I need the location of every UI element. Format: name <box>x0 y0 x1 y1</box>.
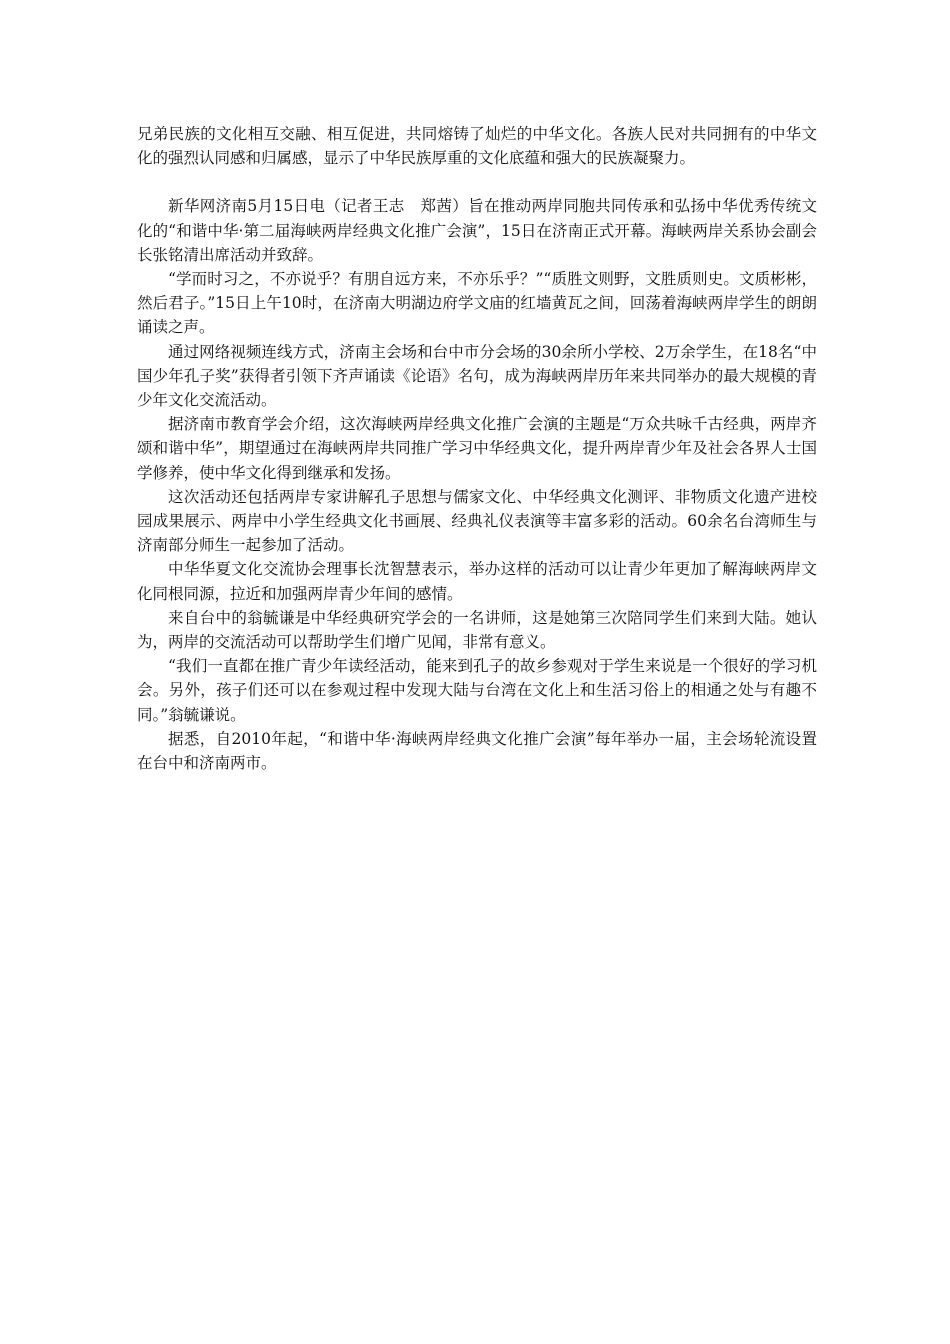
paragraph-gap <box>137 170 817 194</box>
paragraph-3: 通过网络视频连线方式，济南主会场和台中市分会场的30余所小学校、2万余学生，在18名“中国少年孔子奖”获得者引领下齐声诵读《论语》名句，成为海峡两岸历年来共同举办的最大规模的青少年文化交流活动。 <box>137 342 817 410</box>
paragraph-7: 来自台中的翁毓谦是中华经典研究学会的一名讲师，这是她第三次陪同学生们来到大陆。她认为，两岸的交流活动可以帮助学生们增广见闻，非常有意义。 <box>137 608 817 652</box>
paragraph-5: 这次活动还包括两岸专家讲解孔子思想与儒家文化、中华经典文化测评、非物质文化遗产进校园成果展示、两岸中小学生经典文化书画展、经典礼仪表演等丰富多彩的活动。60余名台湾师生与济南部分师生一起参加了活动。 <box>137 487 817 555</box>
paragraph-2: “学而时习之，不亦说乎？有朋自远方来，不亦乐乎？”“质胜文则野，文胜质则史。文质彬彬，然后君子。”15日上午10时，在济南大明湖边府学文庙的红墙黄瓦之间，回荡着海峡两岸学生的朗朗诵读之声。 <box>137 270 817 337</box>
document-page <box>137 122 817 775</box>
intro-paragraph: 兄弟民族的文化相互交融、相互促进，共同熔铸了灿烂的中华文化。各族人民对共同拥有的中华文化的强烈认同感和归属感，显示了中华民族厚重的文化底蕴和强大的民族凝聚力。 <box>137 125 817 168</box>
paragraph-4: 据济南市教育学会介绍，这次海峡两岸经典文化推广会演的主题是“万众共咏千古经典，两岸齐颂和谐中华”，期望通过在海峡两岸共同推广学习中华经典文化，提升两岸青少年及社会各界人士国学修养，使中华文化得到继承和发扬。 <box>137 415 817 482</box>
paragraph-9: 据悉，自2010年起，“和谐中华·海峡两岸经典文化推广会演”每年举办一届，主会场轮流设置在台中和济南两市。 <box>137 729 817 773</box>
paragraph-1: 新华网济南5月15日电（记者王志 郑茜）旨在推动两岸同胞共同传承和弘扬中华优秀传统文化的“和谐中华·第二届海峡两岸经典文化推广会演”，15日在济南正式开幕。海峡两岸关系协会副会长张铭清出席活动并致辞。 <box>137 197 817 264</box>
paragraph-6: 中华华夏文化交流协会理事长沈智慧表示，举办这样的活动可以让青少年更加了解海峡两岸文化同根同源，拉近和加强两岸青少年间的感情。 <box>137 560 817 603</box>
paragraph-8: “我们一直都在推广青少年读经活动，能来到孔子的故乡参观对于学生来说是一个很好的学习机会。另外，孩子们还可以在参观过程中发现大陆与台湾在文化上和生活习俗上的相通之处与有趣不同。”翁毓谦说。 <box>137 657 817 724</box>
